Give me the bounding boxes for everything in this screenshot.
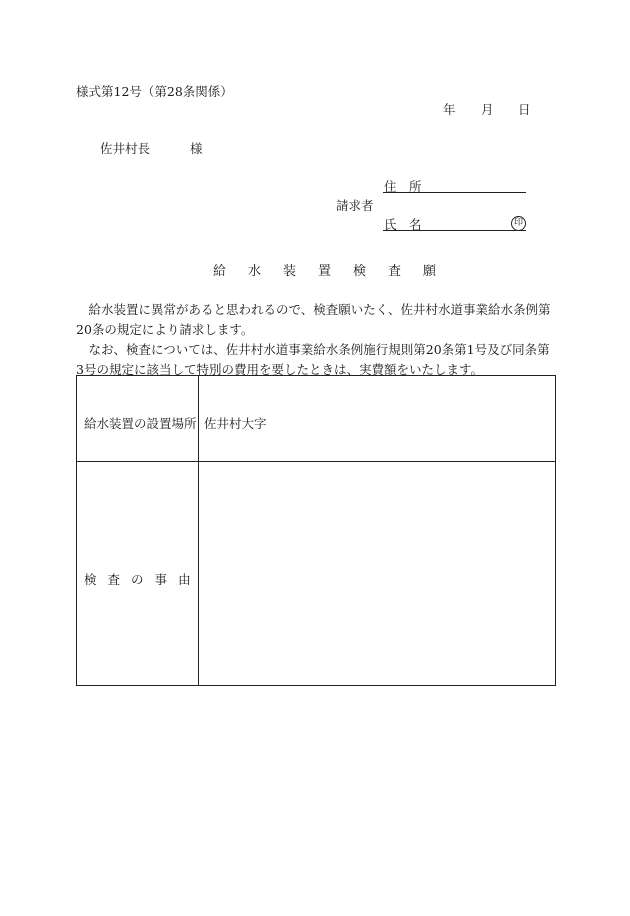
document-title: 給水装置検査願 — [213, 264, 459, 279]
location-label: 給水装置の設置場所 — [84, 416, 197, 431]
table-row-location — [77, 376, 555, 462]
date-month-label: 月 — [481, 102, 494, 117]
date-line — [443, 104, 531, 117]
reason-label-char: 由 — [178, 572, 191, 587]
addressee-honorific: 様 — [190, 141, 203, 156]
address-field[interactable] — [383, 192, 526, 193]
column-divider — [198, 376, 199, 685]
form-number: 様式第12号（第28条関係） — [76, 84, 233, 99]
body-paragraph-1: 給水装置に異常があると思われるので、検査願いたく、佐井村水道事業給水条例第20条の規定により請求します。 — [76, 302, 551, 337]
date-day-label: 日 — [518, 102, 531, 117]
reason-label-char: 査 — [107, 572, 121, 587]
body-text — [76, 300, 556, 380]
inspection-table — [76, 375, 556, 686]
addressee-name: 佐井村長 — [100, 141, 151, 156]
date-year-label: 年 — [443, 102, 456, 117]
reason-label — [84, 570, 202, 588]
name-label: 氏 名 — [384, 217, 422, 232]
address-label: 住 所 — [384, 179, 422, 194]
location-field[interactable]: 佐井村大字 — [204, 416, 267, 431]
seal-mark: 印 — [511, 216, 526, 231]
reason-label-char: の — [131, 572, 144, 587]
body-paragraph-2: なお、検査については、佐井村水道事業給水条例施行規則第20条第1号及び同条第3号の規定に該当して特別の費用を要したときは、実費額をいたします。 — [76, 342, 550, 377]
name-field[interactable] — [383, 230, 526, 231]
reason-label-char: 事 — [154, 572, 168, 587]
addressee — [100, 143, 203, 156]
requester-label: 請求者 — [336, 198, 374, 213]
reason-label-char: 検 — [84, 572, 97, 587]
